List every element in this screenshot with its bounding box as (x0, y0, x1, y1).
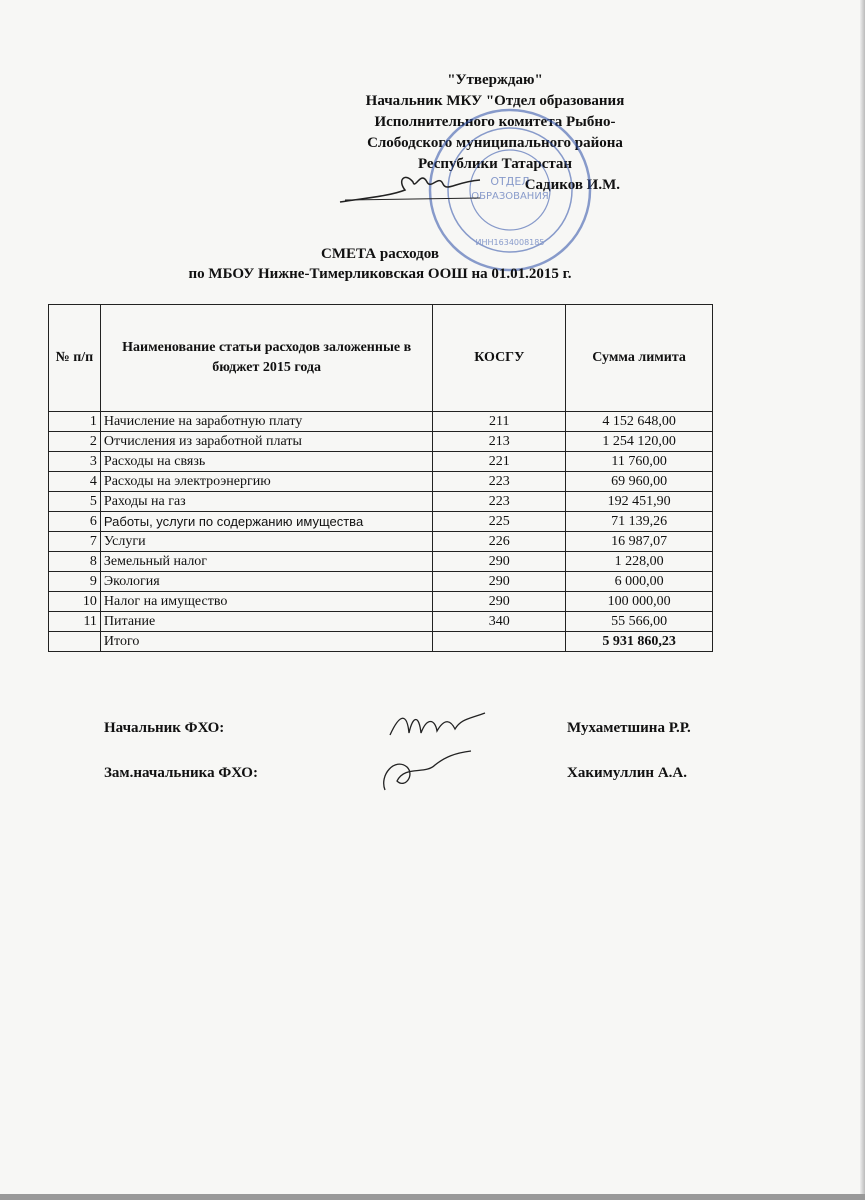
row-sum: 4 152 648,00 (566, 412, 713, 432)
deputy-name: Хакимуллин А.А. (567, 765, 687, 781)
table-row (49, 552, 713, 572)
row-name: Работы, услуги по содержанию имущества (100, 512, 432, 532)
svg-text:ОБРАЗОВАНИЯ: ОБРАЗОВАНИЯ (471, 191, 549, 202)
chief-name: Мухаметшина Р.Р. (567, 720, 691, 736)
table-row (49, 592, 713, 612)
row-name: Экология (100, 572, 432, 592)
table-row (49, 432, 713, 452)
header-num: № п/п (49, 305, 101, 412)
row-sum: 71 139,26 (566, 512, 713, 532)
chief-signature-icon (385, 705, 490, 745)
row-sum: 55 566,00 (566, 612, 713, 632)
total-sum: 5 931 860,23 (566, 632, 713, 652)
row-kosgu: 290 (433, 572, 566, 592)
row-num: 9 (49, 572, 101, 592)
svg-text:ИНН1634008185: ИНН1634008185 (475, 238, 545, 247)
table-row (49, 472, 713, 492)
row-num: 2 (49, 432, 101, 452)
document-title (100, 244, 660, 284)
row-num: 10 (49, 592, 101, 612)
table-row (49, 612, 713, 632)
row-name: Земельный налог (100, 552, 432, 572)
total-label: Итого (100, 632, 432, 652)
approval-position-line2: Исполнительного комитета Рыбно- (374, 114, 616, 130)
table-row (49, 572, 713, 592)
row-sum: 192 451,90 (566, 492, 713, 512)
row-sum: 1 228,00 (566, 552, 713, 572)
table-header-row (49, 305, 713, 412)
total-kosgu-empty (433, 632, 566, 652)
row-kosgu: 290 (433, 552, 566, 572)
title-line1: СМЕТА расходов (321, 246, 439, 262)
row-kosgu: 225 (433, 512, 566, 532)
deputy-title: Зам.начальника ФХО: (104, 765, 258, 781)
row-name: Питание (100, 612, 432, 632)
row-num: 8 (49, 552, 101, 572)
total-num-empty (49, 632, 101, 652)
table-row (49, 512, 713, 532)
row-kosgu: 223 (433, 492, 566, 512)
header-name: Наименование статьи расходов заложенные в бюджет 2015 года (100, 305, 432, 412)
row-num: 4 (49, 472, 101, 492)
row-num: 7 (49, 532, 101, 552)
table-row (49, 492, 713, 512)
row-name: Отчисления из заработной платы (100, 432, 432, 452)
row-sum: 6 000,00 (566, 572, 713, 592)
row-name: Услуги (100, 532, 432, 552)
row-num: 6 (49, 512, 101, 532)
row-kosgu: 221 (433, 452, 566, 472)
deputy-signature-icon (375, 745, 475, 795)
svg-text:ОТДЕЛ: ОТДЕЛ (490, 175, 530, 188)
scan-edge-bottom (0, 1194, 865, 1200)
row-name: Раходы на газ (100, 492, 432, 512)
chief-title: Начальник ФХО: (104, 720, 225, 736)
row-num: 11 (49, 612, 101, 632)
row-sum: 69 960,00 (566, 472, 713, 492)
row-kosgu: 223 (433, 472, 566, 492)
approval-signer: Садиков И.М. (524, 177, 620, 193)
scan-edge-right (860, 0, 865, 1200)
row-num: 1 (49, 412, 101, 432)
row-sum: 16 987,07 (566, 532, 713, 552)
row-num: 5 (49, 492, 101, 512)
row-name: Начисление на заработную плату (100, 412, 432, 432)
row-kosgu: 226 (433, 532, 566, 552)
table-row (49, 412, 713, 432)
approval-position-line4: Республики Татарстан (417, 156, 573, 172)
row-kosgu: 340 (433, 612, 566, 632)
row-name: Расходы на электроэнергию (100, 472, 432, 492)
title-line2: по МБОУ Нижне-Тимерликовская ООШ на 01.01.2015 г. (188, 266, 572, 282)
approval-position-line3: Слободского муниципального района (367, 135, 623, 151)
row-num: 3 (49, 452, 101, 472)
row-sum: 1 254 120,00 (566, 432, 713, 452)
row-name: Расходы на связь (100, 452, 432, 472)
budget-table (48, 304, 713, 652)
row-kosgu: 211 (433, 412, 566, 432)
row-name: Налог на имущество (100, 592, 432, 612)
approval-heading: "Утверждаю" (447, 72, 543, 88)
table-row (49, 532, 713, 552)
approval-position-line1: Начальник МКУ "Отдел образования (365, 93, 625, 109)
table-row (49, 452, 713, 472)
row-kosgu: 290 (433, 592, 566, 612)
head-signature-icon (335, 160, 485, 210)
header-kosgu: КОСГУ (433, 305, 566, 412)
row-kosgu: 213 (433, 432, 566, 452)
row-sum: 11 760,00 (566, 452, 713, 472)
header-sum: Сумма лимита (566, 305, 713, 412)
table-total-row (49, 632, 713, 652)
row-sum: 100 000,00 (566, 592, 713, 612)
